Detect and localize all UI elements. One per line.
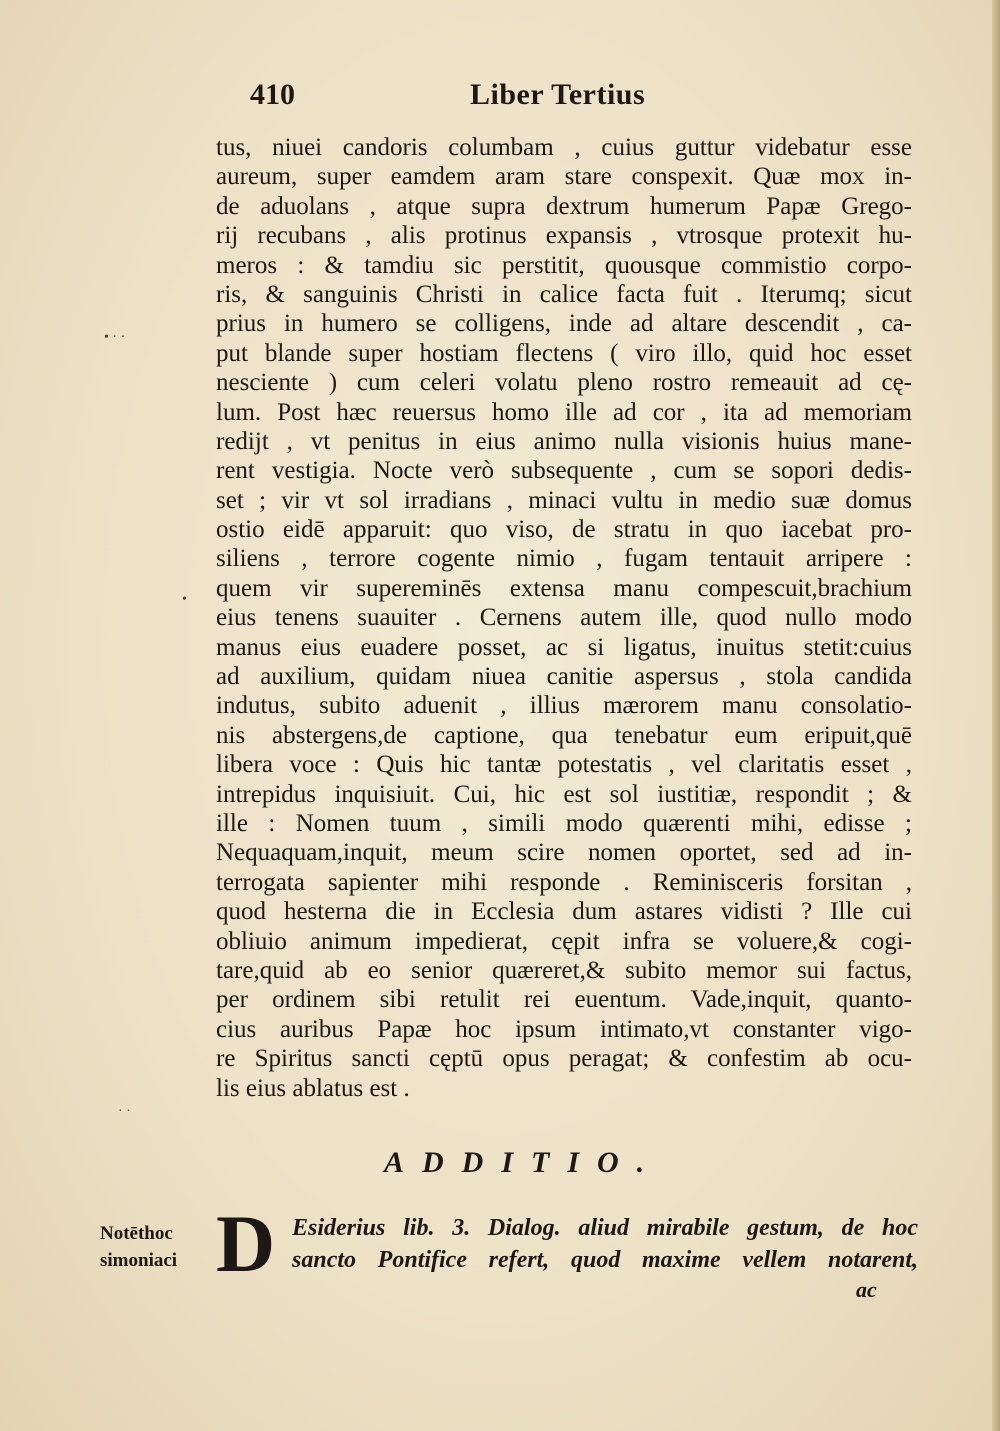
text-line: re Spiritus sancti cęptū opus peragat; & confestim ab ocu- bbox=[216, 1045, 912, 1073]
text-line: terrogata sapienter mihi responde . Reminisceris forsitan , bbox=[216, 868, 912, 896]
addition-line: sancto Pontifice refert, quod maxime vellem notarent, bbox=[292, 1247, 918, 1273]
text-line: ostio eidē apparuit: quo viso, de stratu in quo iacebat pro- bbox=[216, 516, 912, 544]
text-line: nesciente ) cum celeri volatu pleno rostro remeauit ad cę- bbox=[216, 369, 912, 397]
text-line: put blande super hostiam flectens ( viro illo, quid hoc esset bbox=[216, 339, 912, 367]
text-line: lum. Post hæc reuersus homo ille ad cor , ita ad memoriam bbox=[216, 398, 912, 426]
text-line: nis abstergens,de captione, qua tenebatur eum eripuit,quē bbox=[216, 721, 912, 749]
catchword: ac bbox=[856, 1277, 877, 1302]
running-head-title: Liber Tertius bbox=[470, 78, 646, 111]
text-line: quem vir supereminēs extensa manu compescuit,brachium bbox=[216, 574, 912, 602]
text-line: quod hesterna die in Ecclesia dum astares vidisti ? Ille cui bbox=[216, 898, 912, 926]
text-line: set ; vir vt sol irradians , minaci vultu in medio suæ domus bbox=[216, 486, 912, 514]
text-line: ris, & sanguinis Christi in calice facta fuit . Iterumq; sicut bbox=[216, 280, 912, 308]
margin-note bbox=[100, 1220, 212, 1274]
text-line: de aduolans , atque supra dextrum humerum Papæ Grego- bbox=[216, 192, 912, 220]
text-line: manus eius euadere posset, ac si ligatus, inuitus stetit:cuius bbox=[216, 633, 912, 661]
running-head bbox=[250, 78, 720, 118]
text-line: prius in humero se colligens, inde ad altare descendit , ca- bbox=[216, 310, 912, 338]
addition-text-block bbox=[292, 1212, 918, 1276]
text-line: obliuio animum impedierat, cępit infra se voluere,& cogi- bbox=[216, 927, 912, 955]
text-line: redijt , vt penitus in eius animo nulla visionis huius mane- bbox=[216, 427, 912, 455]
text-line-final: lis eius ablatus est . bbox=[216, 1074, 410, 1102]
text-line: rent vestigia. Nocte verò subsequente , cum se sopori dedis- bbox=[216, 457, 912, 485]
text-line: libera voce : Quis hic tantæ potestatis , vel claritatis esset , bbox=[216, 751, 912, 779]
page-number: 410 bbox=[250, 78, 295, 111]
ink-speck: • · · bbox=[104, 330, 126, 345]
text-line: ad auxilium, quidam niuea canitie aspersus , stola candida bbox=[216, 663, 912, 691]
text-line: tare,quid ab eo senior quæreret,& subito memor sui factus, bbox=[216, 956, 912, 984]
text-line: indutus, subito aduenit , illius mærorem manu consolatio- bbox=[216, 692, 912, 720]
text-line: tus, niuei candoris columbam , cuius guttur videbatur esse bbox=[216, 134, 912, 161]
text-line: aureum, super eamdem aram stare conspexit. Quæ mox in- bbox=[216, 163, 912, 191]
drop-cap: D bbox=[216, 1198, 276, 1289]
section-heading: ADDITIO. bbox=[384, 1146, 663, 1179]
main-text-block bbox=[216, 133, 912, 1103]
text-line: intrepidus inquisiuit. Cui, hic est sol iustitiæ, respondit ; & bbox=[216, 780, 912, 808]
text-line: ille : Nomen tuum , simili modo quærenti mihi, edisse ; bbox=[216, 809, 912, 837]
text-line: per ordinem sibi retulit rei euentum. Vade,inquit, quanto- bbox=[216, 986, 912, 1014]
ink-speck: • bbox=[182, 592, 187, 607]
margin-note-line: Notēthoc bbox=[100, 1223, 173, 1244]
text-line: siliens , terrore cogente nimio , fugam tentauit arripere : bbox=[216, 545, 912, 573]
text-line: Nequaquam,inquit, meum scire nomen oportet, sed ad in- bbox=[216, 839, 912, 867]
text-line: rij recubans , alis protinus expansis , vtrosque protexit hu- bbox=[216, 222, 912, 250]
text-line: cius auribus Papæ hoc ipsum intimato,vt constanter vigo- bbox=[216, 1015, 912, 1043]
addition-line: Esiderius lib. 3. Dialog. aliud mirabile gestum, de hoc bbox=[292, 1215, 918, 1241]
page-edge-shadow bbox=[992, 0, 1000, 1431]
text-line: eius tenens suauiter . Cernens autem ille, quod nullo modo bbox=[216, 604, 912, 632]
ink-speck: · · bbox=[118, 1104, 131, 1119]
text-line: meros : & tamdiu sic perstitit, quousque commistio corpo- bbox=[216, 251, 912, 279]
margin-note-line: simoniaci bbox=[100, 1250, 178, 1271]
